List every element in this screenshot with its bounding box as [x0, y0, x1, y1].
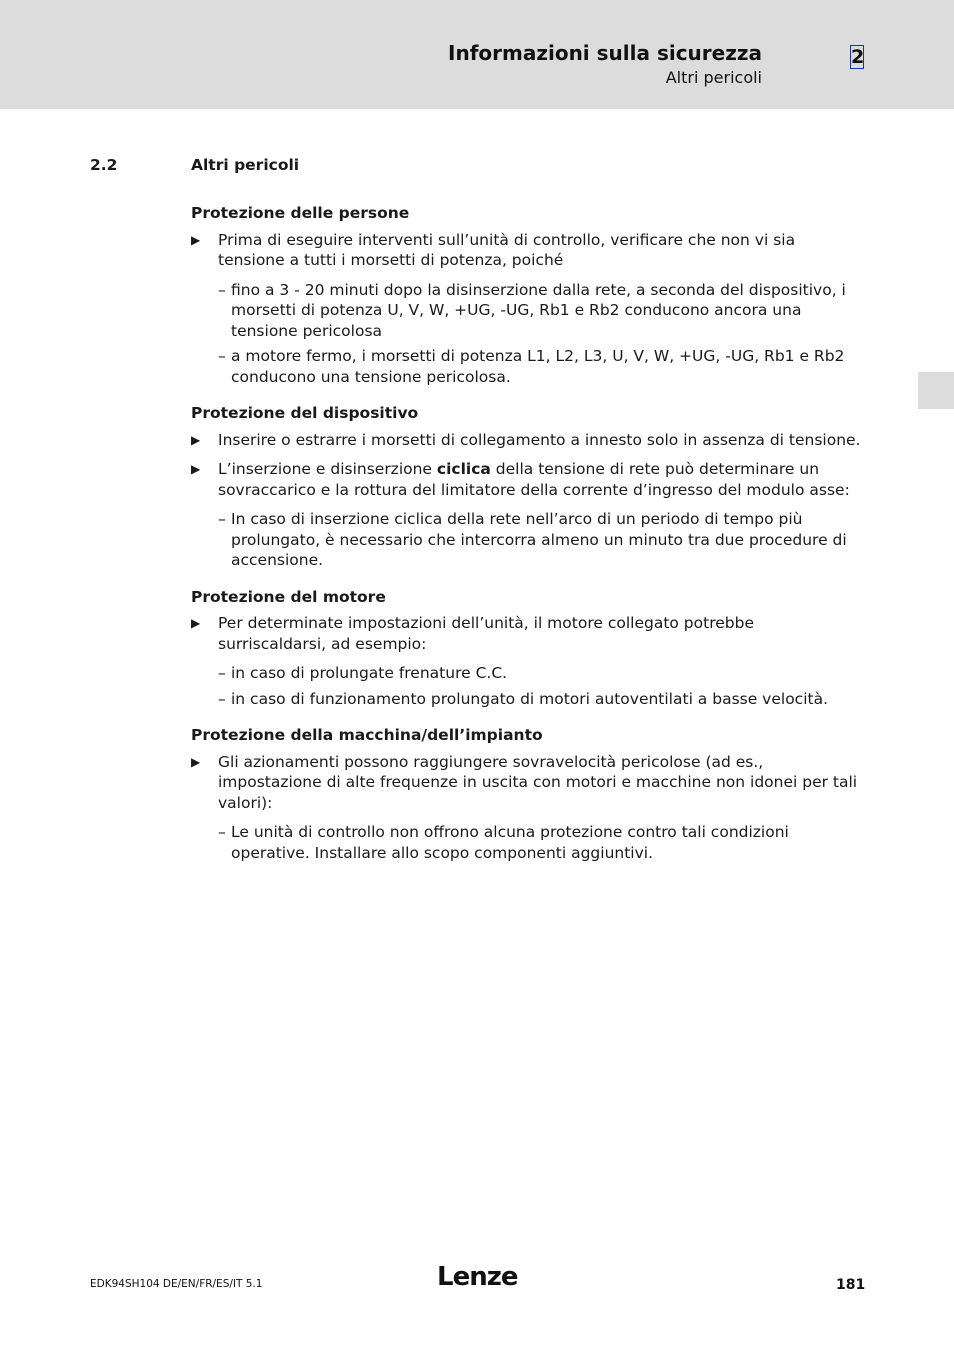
- text-run: Gli azionamenti possono raggiungere sovravelocità pericolose (ad es., impostazione di alte frequenze in uscita con motori e macchine non idonei per tali valori):: [218, 752, 858, 812]
- text-run: Prima di eseguire interventi sull’unità di controllo, verificare che non vi sia tensione a tutti i morsetti di potenza, poiché: [218, 230, 796, 269]
- bullet-item: [191, 430, 861, 451]
- dash-mark: –: [218, 689, 226, 708]
- dash-text: a motore fermo, i morsetti di potenza L1, L2, L3, U, V, W, +UG, -UG, Rb1 e Rb2 conducono una tensione pericolosa.: [231, 347, 845, 386]
- triangle-bullet-icon: ▶: [191, 616, 201, 630]
- text-run: L’inserzione e disinserzione: [218, 460, 437, 478]
- bullet-text: [218, 753, 857, 812]
- dash-list-item: [191, 280, 861, 342]
- lenze-logo: Lenze: [437, 1262, 518, 1292]
- footer-doc-id: EDK94SH104 DE/EN/FR/ES/IT 5.1: [90, 1278, 263, 1290]
- dash-text: In caso di inserzione ciclica della rete nell’arco di un periodo di tempo più prolungato, è necessario che intercorra almeno un minuto tra due procedure di accensione.: [231, 510, 847, 569]
- content-block: [191, 725, 861, 863]
- bullet-item: [191, 230, 861, 271]
- page-header-subtitle: Altri pericoli: [665, 68, 762, 87]
- dash-mark: –: [218, 347, 226, 365]
- dash-text: Le unità di controllo non offrono alcuna protezione contro tali condizioni operative. Installare allo scopo componenti aggiuntivi.: [231, 823, 789, 862]
- subsection-heading: Protezione del dispositivo: [191, 404, 419, 422]
- dash-mark: –: [218, 823, 226, 841]
- section-number: 2.2: [90, 156, 118, 174]
- subsection-heading: Protezione del motore: [191, 587, 386, 606]
- bullet-text: [218, 431, 861, 449]
- text-run: della tensione di rete può determinare un sovraccarico e la rottura del limitatore della corrente d’ingresso del modulo asse:: [218, 460, 850, 499]
- dash-list-item: [191, 346, 861, 387]
- bullet-item: [191, 752, 861, 814]
- bullet-text: [218, 614, 754, 653]
- bullet-item: [191, 613, 861, 654]
- bullet-text: [218, 231, 795, 270]
- content-block: [191, 203, 861, 387]
- dash-mark: –: [218, 510, 226, 528]
- chapter-marker: 2: [851, 46, 865, 68]
- emphasis-text: ciclica: [436, 460, 491, 478]
- dash-text: in caso di prolungate frenature C.C.: [231, 664, 508, 682]
- content-block: [191, 403, 861, 571]
- dash-text: fino a 3 - 20 minuti dopo la disinserzione dalla rete, a seconda del dispositivo, i morsetti di potenza U, V, W, +UG, -UG, Rb1 e Rb2 conducono ancora una tensione pericolosa: [231, 280, 846, 340]
- dash-list-item: [191, 509, 861, 571]
- triangle-bullet-icon: ▶: [191, 754, 201, 769]
- subsection-heading: Protezione delle persone: [191, 204, 410, 222]
- bullet-item: [191, 459, 861, 500]
- dash-text: in caso di funzionamento prolungato di motori autoventilati a basse velocità.: [231, 689, 829, 708]
- page-number: 181: [836, 1277, 866, 1293]
- triangle-bullet-icon: ▶: [191, 462, 201, 476]
- dash-list-item: [191, 822, 861, 863]
- dash-mark: –: [218, 280, 226, 299]
- chapter-side-tab: [918, 372, 954, 409]
- triangle-bullet-icon: ▶: [191, 432, 201, 447]
- bullet-text: [218, 460, 850, 499]
- section-title: Altri pericoli: [191, 156, 300, 174]
- content-block: [191, 587, 861, 710]
- text-run: Per determinate impostazioni dell’unità, il motore collegato potrebbe surriscaldarsi, ad esempio:: [218, 614, 754, 653]
- triangle-bullet-icon: ▶: [191, 232, 201, 247]
- dash-list-item: [191, 663, 861, 684]
- subsection-heading: Protezione della macchina/dell’impianto: [191, 726, 543, 744]
- dash-mark: –: [218, 664, 226, 682]
- dash-list-item: [191, 689, 861, 710]
- page-header-title: Informazioni sulla sicurezza: [448, 41, 762, 65]
- content-body: [191, 203, 861, 879]
- text-run: Inserire o estrarre i morsetti di collegamento a innesto solo in assenza di tensione.: [218, 430, 861, 449]
